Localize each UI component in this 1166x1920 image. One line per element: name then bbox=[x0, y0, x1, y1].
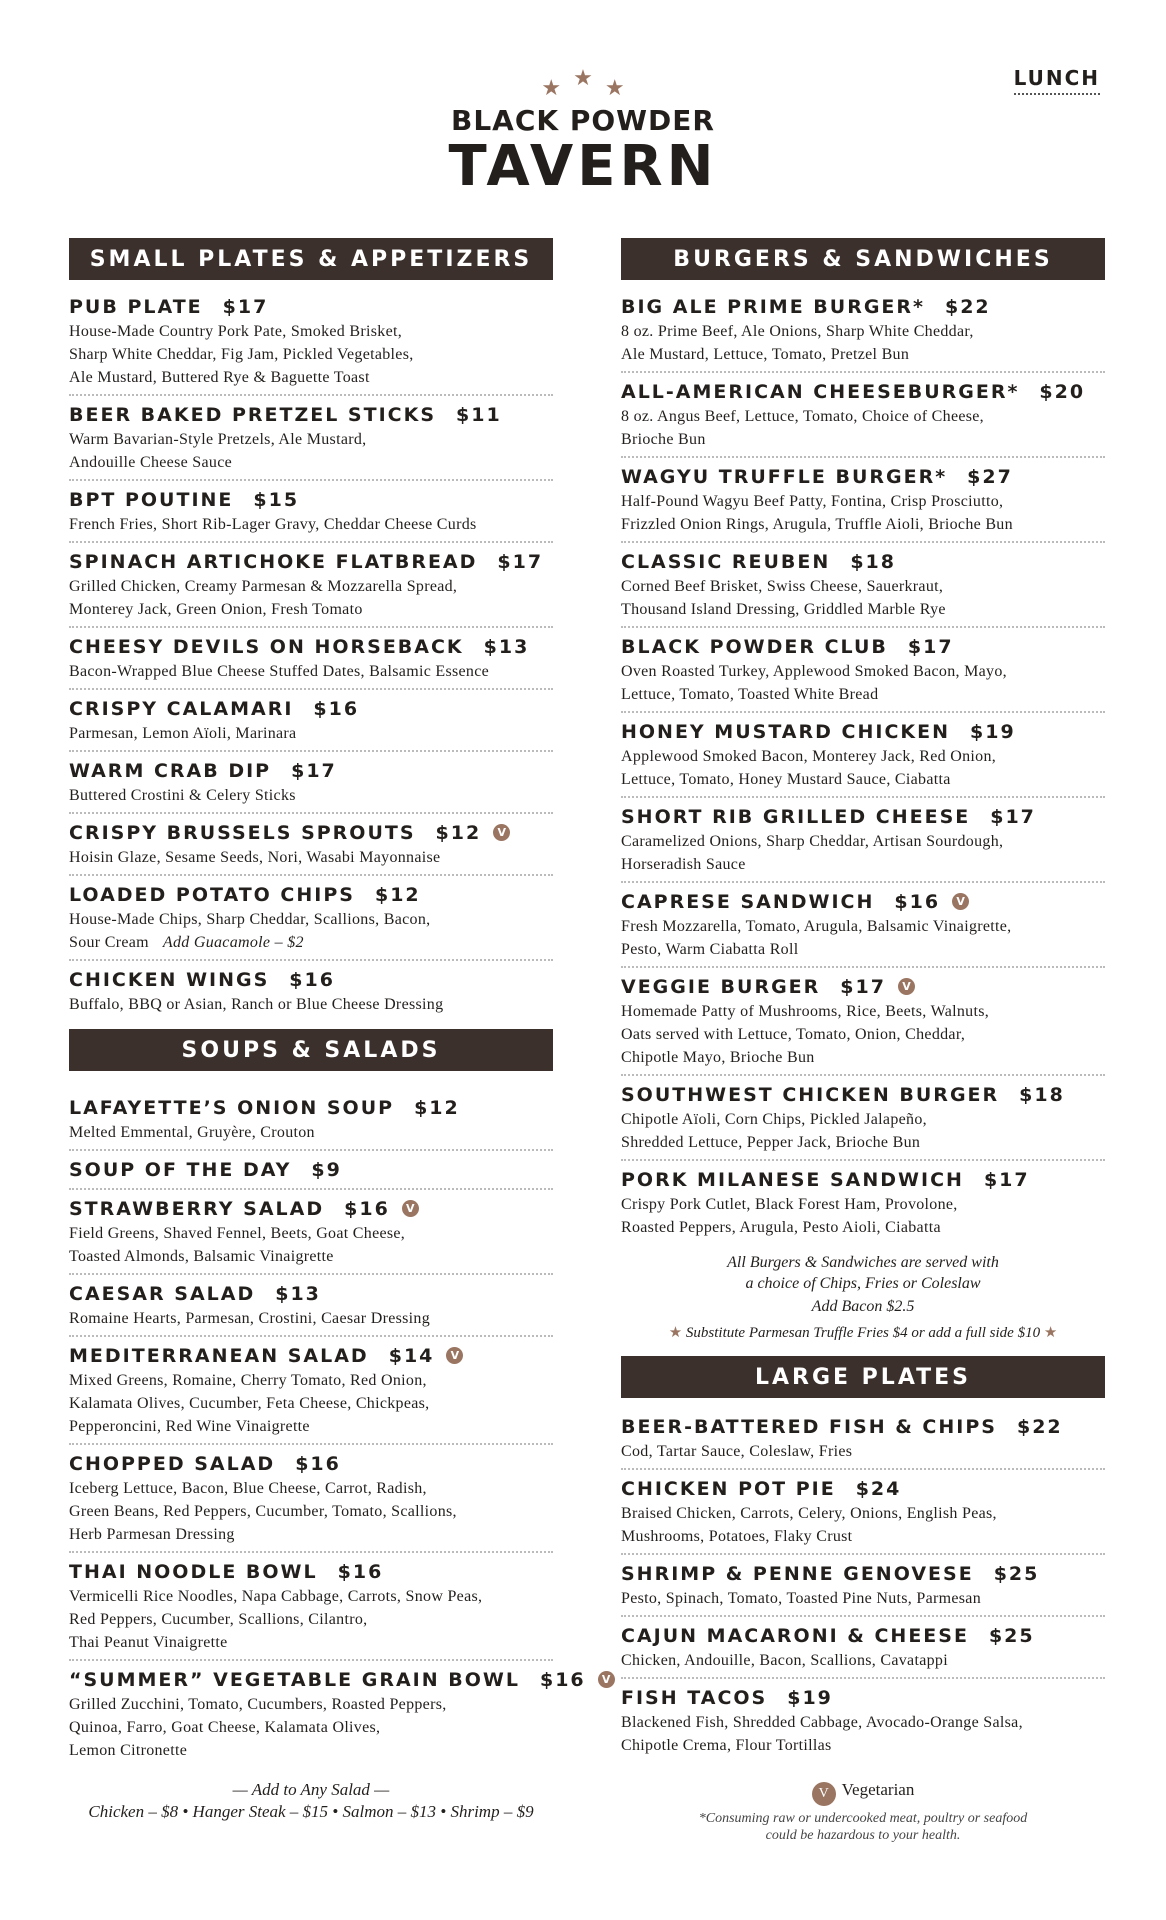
item-description: Hoisin Glaze, Sesame Seeds, Nori, Wasabi Mayonnaise bbox=[69, 849, 441, 866]
item-description: Corned Beef Brisket, Swiss Cheese, Sauerkraut, Thousand Island Dressing, Griddled Marble Rye bbox=[621, 578, 946, 618]
item-price: $16 bbox=[295, 1453, 341, 1475]
menu-item bbox=[621, 1617, 1105, 1679]
logo-line2: TAVERN bbox=[448, 134, 718, 199]
item-name: CAJUN MACARONI & CHEESE bbox=[621, 1625, 969, 1647]
item-name: CRISPY BRUSSELS SPROUTS bbox=[69, 822, 416, 844]
section-heading-large-plates: LARGE PLATES bbox=[621, 1356, 1105, 1398]
item-price: $16 bbox=[289, 969, 335, 991]
item-description: Chipotle Aïoli, Corn Chips, Pickled Jalapeño, Shredded Lettuce, Pepper Jack, Brioche Bun bbox=[621, 1111, 927, 1151]
menu-item bbox=[621, 1555, 1105, 1617]
item-name: MEDITERRANEAN SALAD bbox=[69, 1345, 369, 1367]
item-name: CHICKEN POT PIE bbox=[621, 1478, 836, 1500]
item-name: SOUP OF THE DAY bbox=[69, 1159, 292, 1181]
item-price: $17 bbox=[222, 296, 269, 318]
item-description: Chicken, Andouille, Bacon, Scallions, Cavatappi bbox=[621, 1652, 948, 1669]
menu-item bbox=[69, 396, 553, 481]
menu-item bbox=[621, 1076, 1105, 1161]
vegetarian-legend bbox=[621, 1780, 1105, 1804]
item-description: Field Greens, Shaved Fennel, Beets, Goat Cheese, Toasted Almonds, Balsamic Vinaigrette bbox=[69, 1225, 406, 1265]
menu-item bbox=[621, 883, 1105, 968]
add-bacon-note: Add Bacon $2.5 bbox=[811, 1298, 915, 1315]
item-price: $12 bbox=[374, 884, 421, 906]
item-description: 8 oz. Angus Beef, Lettuce, Tomato, Choice of Cheese, Brioche Bun bbox=[621, 408, 984, 448]
item-name: BPT POUTINE bbox=[69, 489, 234, 511]
item-name: WAGYU TRUFFLE BURGER* bbox=[621, 466, 948, 488]
item-name: CRISPY CALAMARI bbox=[69, 698, 294, 720]
item-price: $12 bbox=[435, 822, 482, 844]
menu-item bbox=[621, 1679, 1105, 1762]
item-name: WARM CRAB DIP bbox=[69, 760, 272, 782]
item-description: Buttered Crostini & Celery Sticks bbox=[69, 787, 296, 804]
substitute-note: ★ Substitute Parmesan Truffle Fries $4 or add a full side $10 ★ bbox=[668, 1325, 1058, 1341]
item-name: ALL-AMERICAN CHEESEBURGER* bbox=[621, 381, 1020, 403]
item-description: Caramelized Onions, Sharp Cheddar, Artisan Sourdough, Horseradish Sauce bbox=[621, 833, 1004, 873]
menu-item bbox=[621, 1470, 1105, 1555]
item-description: Braised Chicken, Carrots, Celery, Onions, English Peas, Mushrooms, Potatoes, Flaky Crust bbox=[621, 1505, 997, 1545]
item-price: $16 bbox=[894, 891, 941, 913]
item-price: $25 bbox=[993, 1563, 1040, 1585]
item-price: $12 bbox=[414, 1097, 460, 1119]
item-description: Homemade Patty of Mushrooms, Rice, Beets, Walnuts, Oats served with Lettuce, Tomato, Onion, Cheddar, Chipotle Mayo, Brioche Bun bbox=[621, 1003, 990, 1066]
item-price: $11 bbox=[456, 404, 502, 426]
item-name: THAI NOODLE BOWL bbox=[69, 1561, 318, 1583]
menu-item bbox=[621, 543, 1105, 628]
logo-stars bbox=[0, 64, 1166, 100]
item-name: BEER-BATTERED FISH & CHIPS bbox=[621, 1416, 997, 1438]
menu-item bbox=[621, 968, 1105, 1076]
item-name: “SUMMER” VEGETABLE GRAIN BOWL bbox=[69, 1669, 520, 1691]
item-price: $16 bbox=[539, 1669, 586, 1691]
add-to-salad-options: Chicken – $8 • Hanger Steak – $15 • Salmon – $13 • Shrimp – $9 bbox=[88, 1802, 534, 1821]
item-name: BEER BAKED PRETZEL STICKS bbox=[69, 404, 436, 426]
item-price: $17 bbox=[840, 976, 886, 998]
section-heading-soups-salads: SOUPS & SALADS bbox=[69, 1029, 553, 1071]
item-price: $17 bbox=[990, 806, 1036, 828]
soups-salads-list bbox=[69, 1089, 611, 1767]
item-description: Half-Pound Wagyu Beef Patty, Fontina, Crisp Prosciutto, Frizzled Onion Rings, Arugula, Truffle Aioli, Brioche Bun bbox=[621, 493, 1013, 533]
section-heading-burgers: BURGERS & SANDWICHES bbox=[621, 238, 1105, 280]
item-price: $15 bbox=[253, 489, 300, 511]
right-column bbox=[621, 238, 1105, 1844]
item-price: $16 bbox=[313, 698, 360, 720]
large-plates-list bbox=[621, 1408, 1105, 1762]
menu-item bbox=[621, 458, 1105, 543]
menu-item bbox=[621, 798, 1105, 883]
menu-item bbox=[621, 713, 1105, 798]
item-description: Pesto, Spinach, Tomato, Toasted Pine Nuts, Parmesan bbox=[621, 1590, 981, 1607]
small-plates-list bbox=[69, 288, 553, 1021]
item-description: Applewood Smoked Bacon, Monterey Jack, Red Onion, Lettuce, Tomato, Honey Mustard Sauce, Ciabatta bbox=[621, 748, 997, 788]
item-price: $19 bbox=[787, 1687, 833, 1709]
vegetarian-icon: V bbox=[493, 824, 510, 841]
item-description: Oven Roasted Turkey, Applewood Smoked Bacon, Mayo, Lettuce, Tomato, Toasted White Bread bbox=[621, 663, 1007, 703]
item-description: Crispy Pork Cutlet, Black Forest Ham, Provolone, Roasted Peppers, Arugula, Pesto Aioli, Ciabatta bbox=[621, 1196, 958, 1236]
item-price: $16 bbox=[344, 1198, 390, 1220]
item-name: CAPRESE SANDWICH bbox=[621, 891, 875, 913]
item-name: SOUTHWEST CHICKEN BURGER bbox=[621, 1084, 1000, 1106]
vegetarian-label: Vegetarian bbox=[841, 1780, 915, 1799]
item-description: Fresh Mozzarella, Tomato, Arugula, Balsamic Vinaigrette, Pesto, Warm Ciabatta Roll bbox=[621, 918, 1012, 958]
menu-item bbox=[69, 1445, 553, 1553]
item-price: $13 bbox=[483, 636, 530, 658]
item-description: Grilled Chicken, Creamy Parmesan & Mozzarella Spread, Monterey Jack, Green Onion, Fresh Tomato bbox=[69, 578, 458, 618]
left-column bbox=[69, 238, 611, 1823]
menu-item bbox=[621, 1408, 1105, 1470]
item-description: 8 oz. Prime Beef, Ale Onions, Sharp White Cheddar, Ale Mustard, Lettuce, Tomato, Pretzel Bun bbox=[621, 323, 974, 363]
item-name: BIG ALE PRIME BURGER* bbox=[621, 296, 925, 318]
item-name: LAFAYETTE’S ONION SOUP bbox=[69, 1097, 395, 1119]
menu-item bbox=[69, 628, 553, 690]
item-price: $17 bbox=[907, 636, 954, 658]
star-icon: ★ bbox=[604, 76, 625, 101]
item-description: Iceberg Lettuce, Bacon, Blue Cheese, Carrot, Radish, Green Beans, Red Peppers, Cucumber, Tomato, Scallions, Herb Parmesan Dressing bbox=[69, 1480, 457, 1543]
star-icon: ★ bbox=[573, 66, 593, 91]
item-description: Warm Bavarian-Style Pretzels, Ale Mustard, Andouille Cheese Sauce bbox=[69, 431, 367, 471]
menu-item bbox=[69, 752, 553, 814]
menu-item bbox=[69, 1275, 553, 1337]
item-price: $18 bbox=[850, 551, 896, 573]
logo-line1: BLACK POWDER bbox=[451, 104, 715, 137]
vegetarian-icon: V bbox=[402, 1200, 419, 1217]
item-name: CHEESY DEVILS ON HORSEBACK bbox=[69, 636, 464, 658]
item-description: Vermicelli Rice Noodles, Napa Cabbage, Carrots, Snow Peas, Red Peppers, Cucumber, Scallions, Cilantro, Thai Peanut Vinaigrette bbox=[69, 1588, 483, 1651]
item-price: $25 bbox=[988, 1625, 1035, 1647]
menu-item bbox=[69, 876, 553, 961]
logo bbox=[0, 64, 1166, 199]
item-description: House-Made Chips, Sharp Cheddar, Scallions, Bacon, Sour Cream Add Guacamole – $2 bbox=[69, 911, 431, 951]
item-price: $22 bbox=[1016, 1416, 1063, 1438]
item-price: $17 bbox=[497, 551, 544, 573]
menu-item bbox=[69, 1553, 553, 1661]
item-name: SHORT RIB GRILLED CHEESE bbox=[621, 806, 971, 828]
menu-label: LUNCH bbox=[1014, 66, 1100, 95]
menu-item bbox=[69, 1661, 611, 1767]
item-description: Buffalo, BBQ or Asian, Ranch or Blue Cheese Dressing bbox=[69, 996, 444, 1013]
health-disclaimer: *Consuming raw or undercooked meat, poultry or seafood could be hazardous to your health. bbox=[698, 1811, 1028, 1843]
vegetarian-icon: V bbox=[446, 1347, 463, 1364]
item-description: Grilled Zucchini, Tomato, Cucumbers, Roasted Peppers, Quinoa, Farro, Goat Cheese, Kalamata Olives, Lemon Citronette bbox=[69, 1696, 447, 1759]
item-name: PUB PLATE bbox=[69, 296, 203, 318]
item-name: CHOPPED SALAD bbox=[69, 1453, 276, 1475]
burgers-list bbox=[621, 288, 1105, 1244]
item-price: $19 bbox=[970, 721, 1016, 743]
item-name: SHRIMP & PENNE GENOVESE bbox=[621, 1563, 974, 1585]
menu-item bbox=[69, 814, 553, 876]
item-price: $27 bbox=[967, 466, 1013, 488]
item-price: $20 bbox=[1039, 381, 1086, 403]
item-description: House-Made Country Pork Pate, Smoked Brisket, Sharp White Cheddar, Fig Jam, Pickled Vegetables, Ale Mustard, Buttered Rye & Baguette Toast bbox=[69, 323, 414, 386]
menu-item bbox=[69, 1190, 553, 1275]
item-name: SPINACH ARTICHOKE FLATBREAD bbox=[69, 551, 478, 573]
item-name: HONEY MUSTARD CHICKEN bbox=[621, 721, 950, 743]
star-icon: ★ bbox=[541, 76, 562, 101]
item-description: Romaine Hearts, Parmesan, Crostini, Caesar Dressing bbox=[69, 1310, 431, 1327]
menu-item bbox=[69, 1151, 553, 1190]
star-icon: ★ bbox=[1043, 1325, 1058, 1341]
star-icon: ★ bbox=[668, 1325, 683, 1341]
item-price: $17 bbox=[983, 1169, 1030, 1191]
item-description: Blackened Fish, Shredded Cabbage, Avocado-Orange Salsa, Chipotle Crema, Flour Tortillas bbox=[621, 1714, 1023, 1754]
add-to-salad-note bbox=[69, 1779, 553, 1823]
item-name: STRAWBERRY SALAD bbox=[69, 1198, 325, 1220]
item-price: $16 bbox=[337, 1561, 384, 1583]
burger-side-note: All Burgers & Sandwiches are served with a choice of Chips, Fries or Coleslaw Add Bacon $2.5 ★ Substitute Parmesan Truffle Fries $4 or add a full side $10 ★ bbox=[621, 1252, 1105, 1344]
vegetarian-icon: V bbox=[898, 978, 915, 995]
menu-item bbox=[69, 690, 553, 752]
vegetarian-icon: V bbox=[952, 893, 969, 910]
menu-item bbox=[621, 288, 1105, 373]
add-to-salad-title: — Add to Any Salad — bbox=[232, 1780, 390, 1799]
menu-item bbox=[69, 543, 553, 628]
item-description: French Fries, Short Rib-Lager Gravy, Cheddar Cheese Curds bbox=[69, 516, 477, 533]
menu-item bbox=[621, 373, 1105, 458]
menu-item bbox=[69, 481, 553, 543]
section-heading-small-plates: SMALL PLATES & APPETIZERS bbox=[69, 238, 553, 280]
item-price: $18 bbox=[1019, 1084, 1065, 1106]
item-price: $9 bbox=[311, 1159, 342, 1181]
item-description: Bacon-Wrapped Blue Cheese Stuffed Dates, Balsamic Essence bbox=[69, 663, 490, 680]
menu-item bbox=[69, 1337, 553, 1445]
item-name: VEGGIE BURGER bbox=[621, 976, 821, 998]
item-price: $17 bbox=[291, 760, 337, 782]
item-name: LOADED POTATO CHIPS bbox=[69, 884, 355, 906]
item-price: $13 bbox=[275, 1283, 321, 1305]
item-name: CHICKEN WINGS bbox=[69, 969, 270, 991]
menu-item bbox=[69, 288, 553, 396]
item-name: FISH TACOS bbox=[621, 1687, 768, 1709]
menu-item bbox=[69, 961, 553, 1021]
menu-item bbox=[621, 628, 1105, 713]
item-description: Cod, Tartar Sauce, Coleslaw, Fries bbox=[621, 1443, 853, 1460]
item-price: $14 bbox=[388, 1345, 435, 1367]
item-name: PORK MILANESE SANDWICH bbox=[621, 1169, 964, 1191]
vegetarian-icon: V bbox=[598, 1671, 615, 1688]
menu-item bbox=[621, 1161, 1105, 1244]
item-description: Parmesan, Lemon Aïoli, Marinara bbox=[69, 725, 297, 742]
item-price: $22 bbox=[944, 296, 991, 318]
item-description: Mixed Greens, Romaine, Cherry Tomato, Red Onion, Kalamata Olives, Cucumber, Feta Cheese, Chickpeas, Pepperoncini, Red Wine Vinaigrette bbox=[69, 1372, 430, 1435]
item-name: CLASSIC REUBEN bbox=[621, 551, 831, 573]
item-name: BLACK POWDER CLUB bbox=[621, 636, 888, 658]
item-addon: Add Guacamole – $2 bbox=[162, 934, 304, 951]
menu-item bbox=[69, 1089, 553, 1151]
item-name: CAESAR SALAD bbox=[69, 1283, 256, 1305]
item-description: Melted Emmental, Gruyère, Crouton bbox=[69, 1124, 315, 1141]
vegetarian-icon: V bbox=[812, 1782, 836, 1806]
item-price: $24 bbox=[855, 1478, 902, 1500]
